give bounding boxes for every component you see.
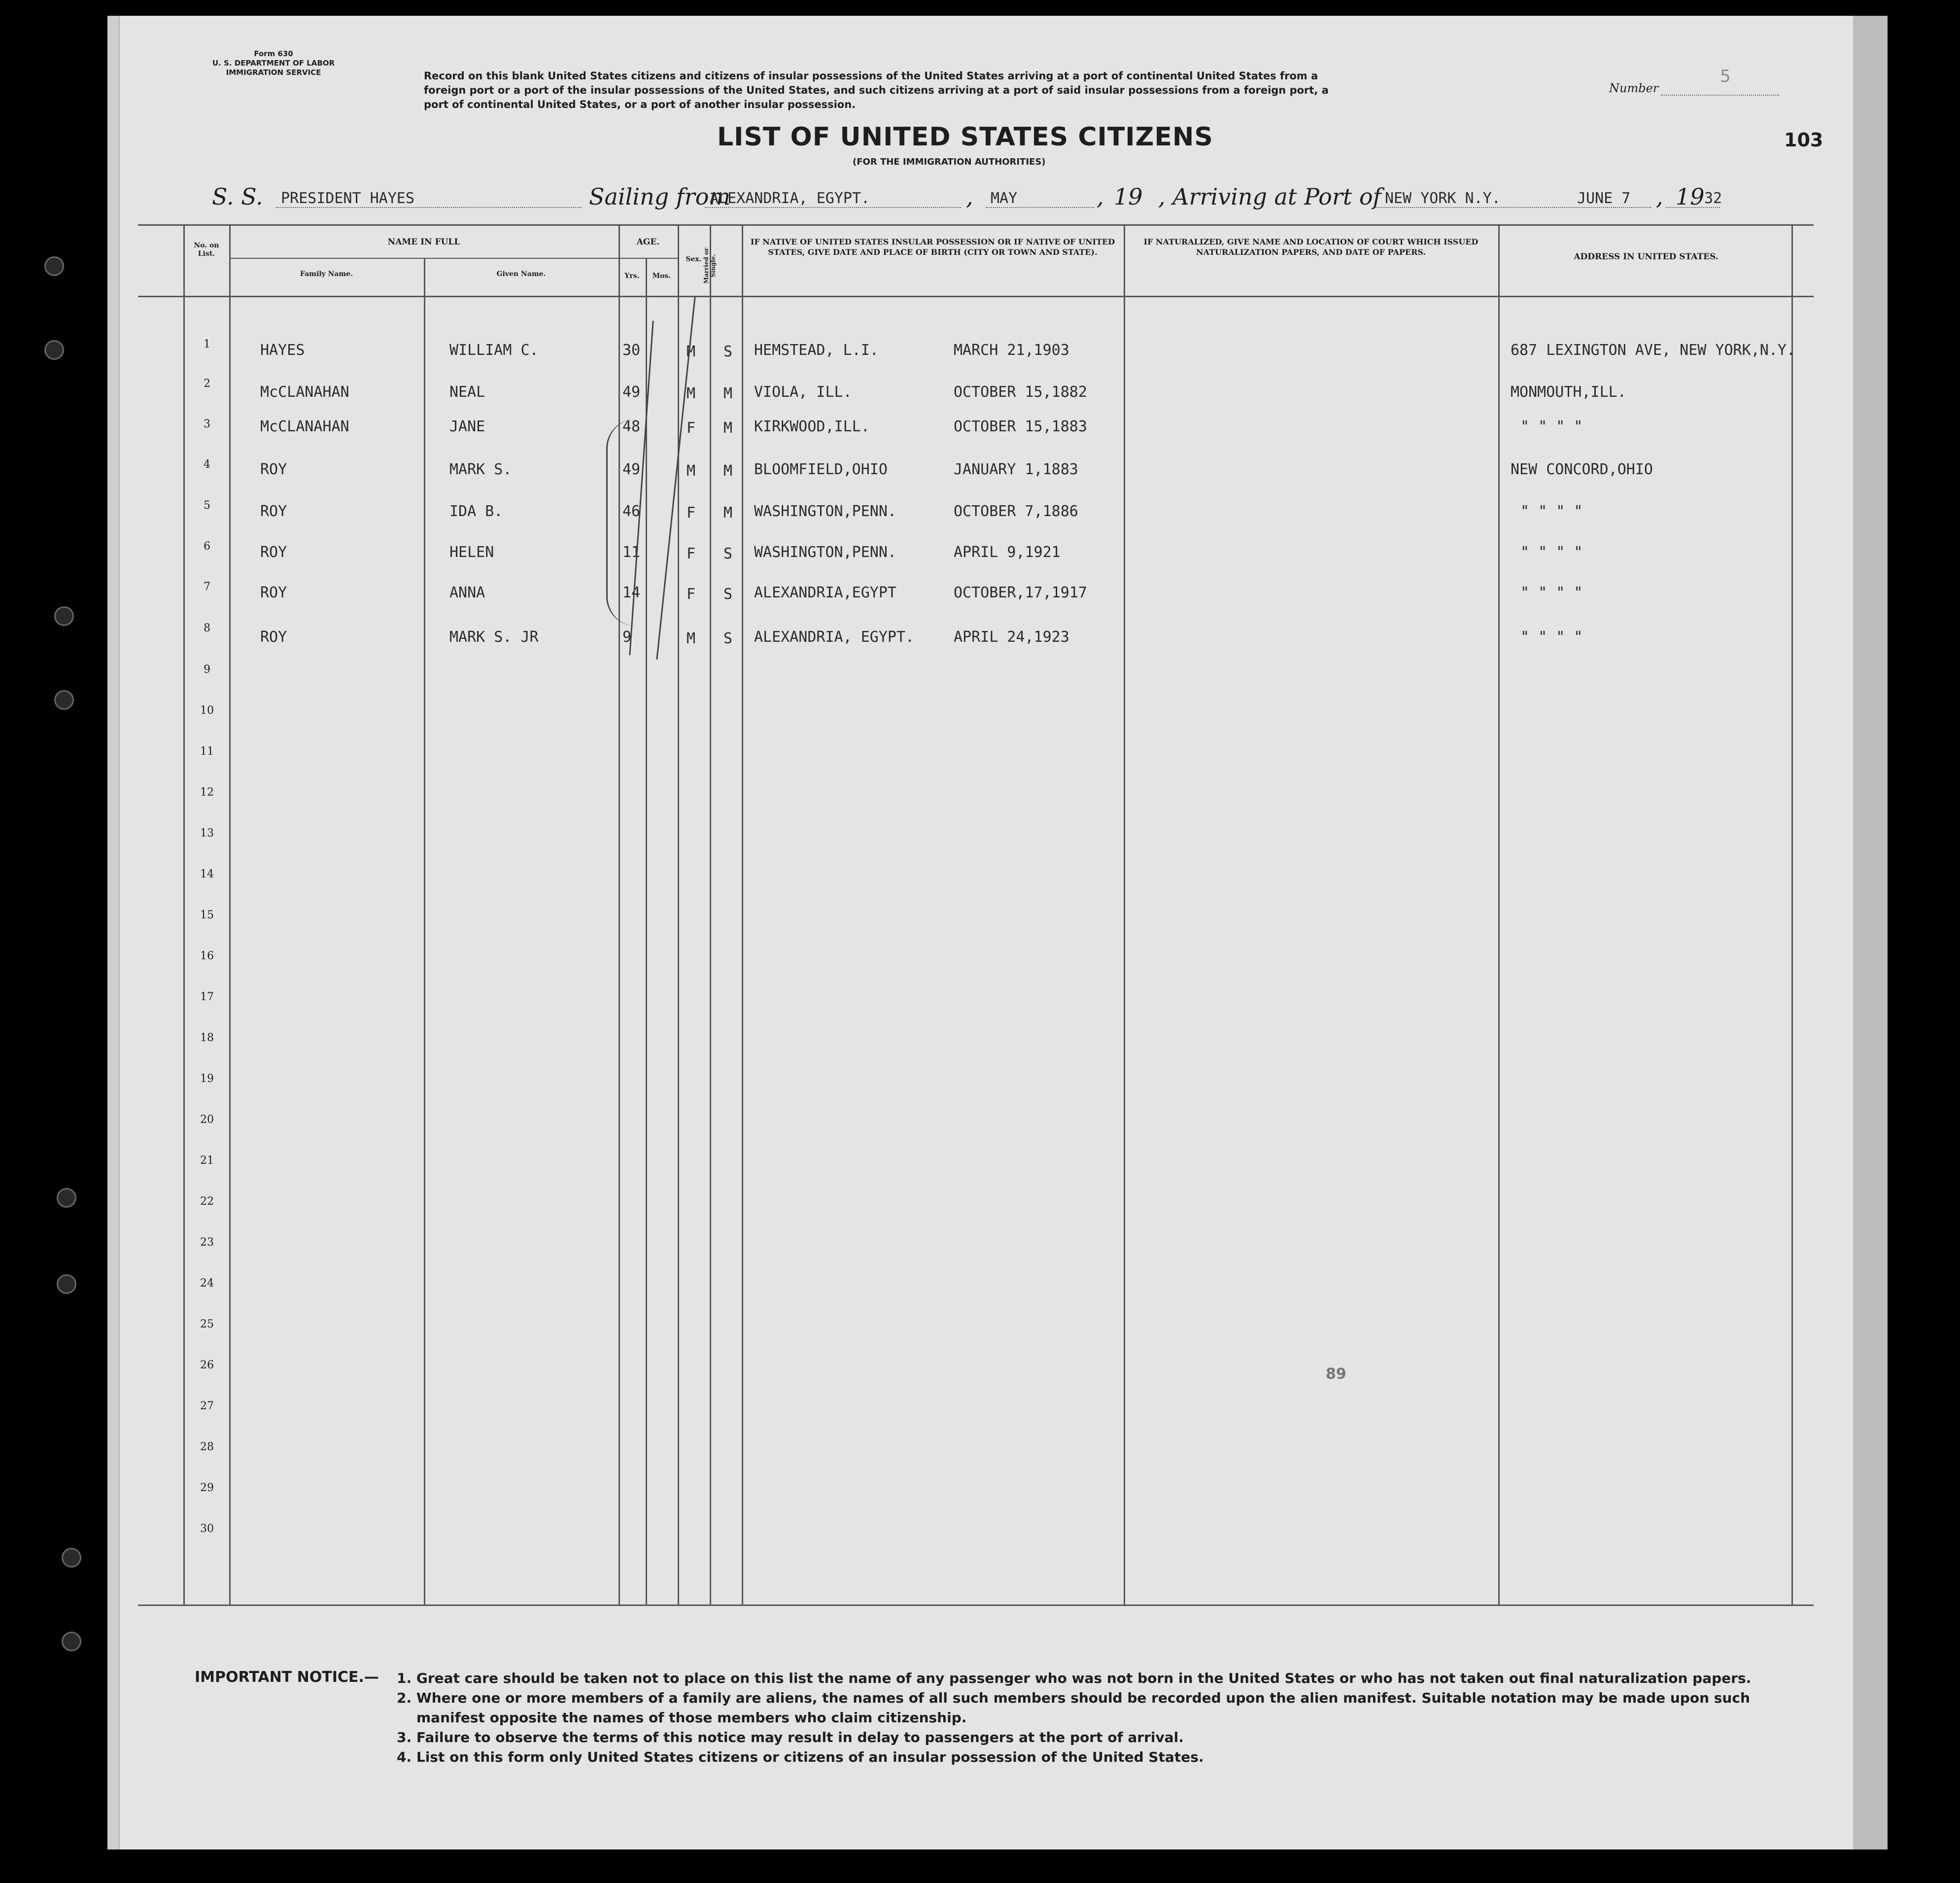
col-rule-family <box>229 224 231 1604</box>
birth-date: OCTOBER,17,1917 <box>954 584 1087 601</box>
departure-month: MAY <box>991 190 1018 207</box>
age-years: 49 <box>622 384 641 401</box>
given-name: NEAL <box>449 384 485 401</box>
marital-status: S <box>723 586 733 603</box>
age-years: 30 <box>622 342 641 359</box>
sex: F <box>687 419 696 437</box>
binder-hole <box>54 690 74 710</box>
sex: F <box>687 586 696 603</box>
row-number: 18 <box>200 1032 214 1044</box>
notice-item: 4. List on this form only United States citizens or citizens of an insular possession of the United States. <box>397 1749 1204 1765</box>
table-bottom-rule <box>138 1604 1814 1606</box>
header-name-in-full: NAME IN FULL <box>387 237 460 247</box>
form-department: U. S. DEPARTMENT OF LABOR <box>212 59 335 68</box>
ship-line <box>276 207 582 208</box>
year-suffix: 32 <box>1704 190 1722 207</box>
us-address: " " " " <box>1520 584 1583 601</box>
manifest-sheet <box>118 16 1869 1849</box>
binder-hole <box>44 340 64 360</box>
family-name: HAYES <box>260 342 305 359</box>
birth-date: APRIL 9,1921 <box>954 544 1061 561</box>
birth-date: OCTOBER 7,1886 <box>954 503 1078 520</box>
row-number: 4 <box>204 458 210 471</box>
us-address: " " " " <box>1520 418 1583 435</box>
us-address: " " " " <box>1520 503 1583 520</box>
us-address: NEW CONCORD,OHIO <box>1511 461 1653 478</box>
row-number: 14 <box>200 868 214 880</box>
table-top-rule <box>138 224 1814 226</box>
page-subtitle: (FOR THE IMMIGRATION AUTHORITIES) <box>853 157 1046 167</box>
arriving-label: , Arriving at Port of <box>1158 183 1381 210</box>
record-line: port of continental United States, or a port of another insular possession. <box>424 99 856 110</box>
arrival-port: NEW YORK N.Y. <box>1385 190 1501 207</box>
stray-mark: 89 <box>1326 1365 1346 1383</box>
row-number: 1 <box>204 338 210 350</box>
row-number: 23 <box>200 1236 214 1249</box>
row-number: 19 <box>200 1073 214 1085</box>
marital-status: M <box>723 419 733 437</box>
page-edge-right <box>1853 16 1888 1849</box>
form-service: IMMIGRATION SERVICE <box>226 68 321 77</box>
binder-hole <box>62 1632 81 1651</box>
col-rule-naturalized <box>1124 224 1125 1604</box>
sailing-label: Sailing from <box>589 183 731 210</box>
row-number: 5 <box>204 499 210 512</box>
age-years: 14 <box>622 584 641 601</box>
row-number: 13 <box>200 827 214 839</box>
year-prefix: 19 <box>1676 183 1705 210</box>
family-name: ROY <box>260 584 287 601</box>
header-birth: IF NATIVE OF UNITED STATES INSULAR POSSESSION OR IF NATIVE OF UNITED STATES, GIVE DATE AND PLACE OF BIRTH (CITY OR TOWN AND STATE). <box>750 237 1115 257</box>
row-number: 28 <box>200 1441 214 1453</box>
notice-items <box>397 1669 1801 1767</box>
binder-hole <box>57 1188 76 1208</box>
header-sex: Sex. <box>686 255 702 263</box>
binder-hole <box>62 1548 81 1568</box>
age-years: 11 <box>622 544 641 561</box>
birth-date: OCTOBER 15,1883 <box>954 418 1087 435</box>
row-number: 22 <box>200 1195 214 1208</box>
binder-hole <box>57 1274 76 1294</box>
given-name: ANNA <box>449 584 485 601</box>
row-number: 26 <box>200 1359 214 1371</box>
marital-status: M <box>723 504 733 522</box>
notice-item: manifest opposite the names of those members who claim citizenship. <box>416 1709 967 1726</box>
departure-line <box>705 207 961 208</box>
age-years: 48 <box>622 418 641 435</box>
family-name: ROY <box>260 461 287 478</box>
departure-port: ALEXANDRIA, EGYPT. <box>710 190 870 207</box>
row-number: 12 <box>200 786 214 799</box>
number-value: 5 <box>1720 67 1731 86</box>
comma: , <box>966 183 973 210</box>
us-address: 687 LEXINGTON AVE, NEW YORK,N.Y. <box>1511 342 1795 359</box>
age-years: 46 <box>622 503 641 520</box>
birth-place: WASHINGTON,PENN. <box>754 503 896 520</box>
sex: M <box>687 385 696 402</box>
ship-name: PRESIDENT HAYES <box>281 190 414 207</box>
marital-status: M <box>723 385 733 402</box>
row-number: 3 <box>204 418 210 430</box>
bracket-mark <box>606 419 652 626</box>
notice-item: 2. Where one or more members of a family are aliens, the names of all such members should be recorded upon the alien manifest. Suitable notation may be made upon such <box>397 1690 1750 1706</box>
birth-date: MARCH 21,1903 <box>954 342 1069 359</box>
us-address: MONMOUTH,ILL. <box>1511 384 1626 401</box>
col-rule-address <box>1498 224 1500 1604</box>
row-number: 17 <box>200 991 214 1003</box>
number-line <box>1661 95 1779 96</box>
header-married-single: Married or Single. <box>703 247 717 284</box>
comma: , <box>1097 183 1104 210</box>
col-rule-end <box>1791 224 1793 1604</box>
header-no: No. on List. <box>194 242 219 258</box>
row-number: 27 <box>200 1400 214 1412</box>
given-name: MARK S. JR <box>449 628 539 646</box>
header-naturalized: IF NATURALIZED, GIVE NAME AND LOCATION OF COURT WHICH ISSUED NATURALIZATION PAPERS, AND DATE OF PAPERS. <box>1143 237 1479 257</box>
arrival-port-line <box>1375 207 1651 208</box>
row-number: 20 <box>200 1114 214 1126</box>
birth-place: VIOLA, ILL. <box>754 384 852 401</box>
marital-status: S <box>723 545 733 562</box>
notice-item: 1. Great care should be taken not to place on this list the name of any passenger who was not born in the United States or who has not taken out final naturalization papers. <box>397 1670 1752 1686</box>
col-rule-birth <box>742 224 743 1604</box>
row-number: 7 <box>204 581 210 593</box>
row-number: 6 <box>204 540 210 553</box>
header-age: AGE. <box>636 237 660 247</box>
row-number: 25 <box>200 1318 214 1330</box>
row-number: 15 <box>200 909 214 921</box>
binder-hole <box>54 606 74 626</box>
record-line: foreign port or a port of the insular possessions of the United States, and such citizens arriving at a port of said insular possessions from a foreign port, a <box>424 84 1329 96</box>
family-name: ROY <box>260 503 287 520</box>
sex: F <box>687 504 696 522</box>
comma: , <box>1656 183 1663 210</box>
marital-status: S <box>723 630 733 647</box>
row-number: 24 <box>200 1277 214 1290</box>
row-number: 11 <box>200 745 214 758</box>
header-given-name: Given Name. <box>496 270 546 278</box>
col-rule-no <box>183 224 185 1604</box>
birth-date: JANUARY 1,1883 <box>954 461 1078 478</box>
birth-place: HEMSTEAD, L.I. <box>754 342 879 359</box>
page-title: LIST OF UNITED STATES CITIZENS <box>717 122 1213 152</box>
ss-label: S. S. <box>212 183 263 210</box>
header-yrs: Yrs. <box>624 272 640 280</box>
sex: M <box>687 343 696 360</box>
family-name: ROY <box>260 544 287 561</box>
row-number: 2 <box>204 378 210 390</box>
given-name: IDA B. <box>449 503 503 520</box>
us-address: " " " " <box>1520 628 1583 646</box>
form-id <box>175 49 372 77</box>
row-number: 16 <box>200 950 214 962</box>
departure-day: 19 <box>1114 183 1143 210</box>
birth-date: OCTOBER 15,1882 <box>954 384 1087 401</box>
sex: M <box>687 630 696 647</box>
birth-place: BLOOMFIELD,OHIO <box>754 461 888 478</box>
given-name: WILLIAM C. <box>449 342 539 359</box>
family-name: ROY <box>260 628 287 646</box>
age-subheader-rule <box>619 258 678 259</box>
age-years: 9 <box>622 628 632 646</box>
header-address: ADDRESS IN UNITED STATES. <box>1574 252 1719 262</box>
notice-item: 3. Failure to observe the terms of this notice may result in delay to passengers at the port of arrival. <box>397 1729 1184 1745</box>
record-line: Record on this blank United States citizens and citizens of insular possessions of the United States arriving at a port of continental United States from a <box>424 70 1318 82</box>
marital-status: S <box>723 343 733 360</box>
birth-place: KIRKWOOD,ILL. <box>754 418 870 435</box>
birth-place: ALEXANDRIA,EGYPT <box>754 584 896 601</box>
month-line <box>986 207 1094 208</box>
header-family-name: Family Name. <box>300 270 353 278</box>
number-label: Number <box>1609 81 1659 95</box>
birth-place: ALEXANDRIA, EGYPT. <box>754 628 915 646</box>
marital-status: M <box>723 462 733 480</box>
family-name: McCLANAHAN <box>260 418 349 435</box>
col-rule-given <box>424 258 425 1604</box>
family-name: McCLANAHAN <box>260 384 349 401</box>
us-address: " " " " <box>1520 544 1583 561</box>
given-name: MARK S. <box>449 461 512 478</box>
col-rule-sex <box>678 224 679 1604</box>
page-number: 103 <box>1784 129 1823 151</box>
header-mos: Mos. <box>652 272 671 280</box>
row-number: 10 <box>200 704 214 717</box>
row-number: 21 <box>200 1154 214 1167</box>
row-number: 8 <box>204 622 210 634</box>
sex: F <box>687 545 696 562</box>
age-years: 49 <box>622 461 641 478</box>
row-number: 9 <box>204 663 210 676</box>
record-instructions <box>424 69 1557 112</box>
sex: M <box>687 462 696 480</box>
row-number: 30 <box>200 1523 214 1535</box>
notice-heading: IMPORTANT NOTICE.— <box>195 1669 379 1686</box>
year-line <box>1666 207 1720 208</box>
given-name: JANE <box>449 418 485 435</box>
given-name: HELEN <box>449 544 494 561</box>
arrival-date: JUNE 7 <box>1577 190 1631 207</box>
binder-hole <box>44 256 64 276</box>
faint-handwriting <box>758 656 769 691</box>
table-header-rule <box>138 296 1814 297</box>
birth-place: WASHINGTON,PENN. <box>754 544 896 561</box>
row-number: 29 <box>200 1482 214 1494</box>
col-rule-married <box>710 224 711 1604</box>
form-number: Form 630 <box>254 49 293 58</box>
birth-date: APRIL 24,1923 <box>954 628 1069 646</box>
